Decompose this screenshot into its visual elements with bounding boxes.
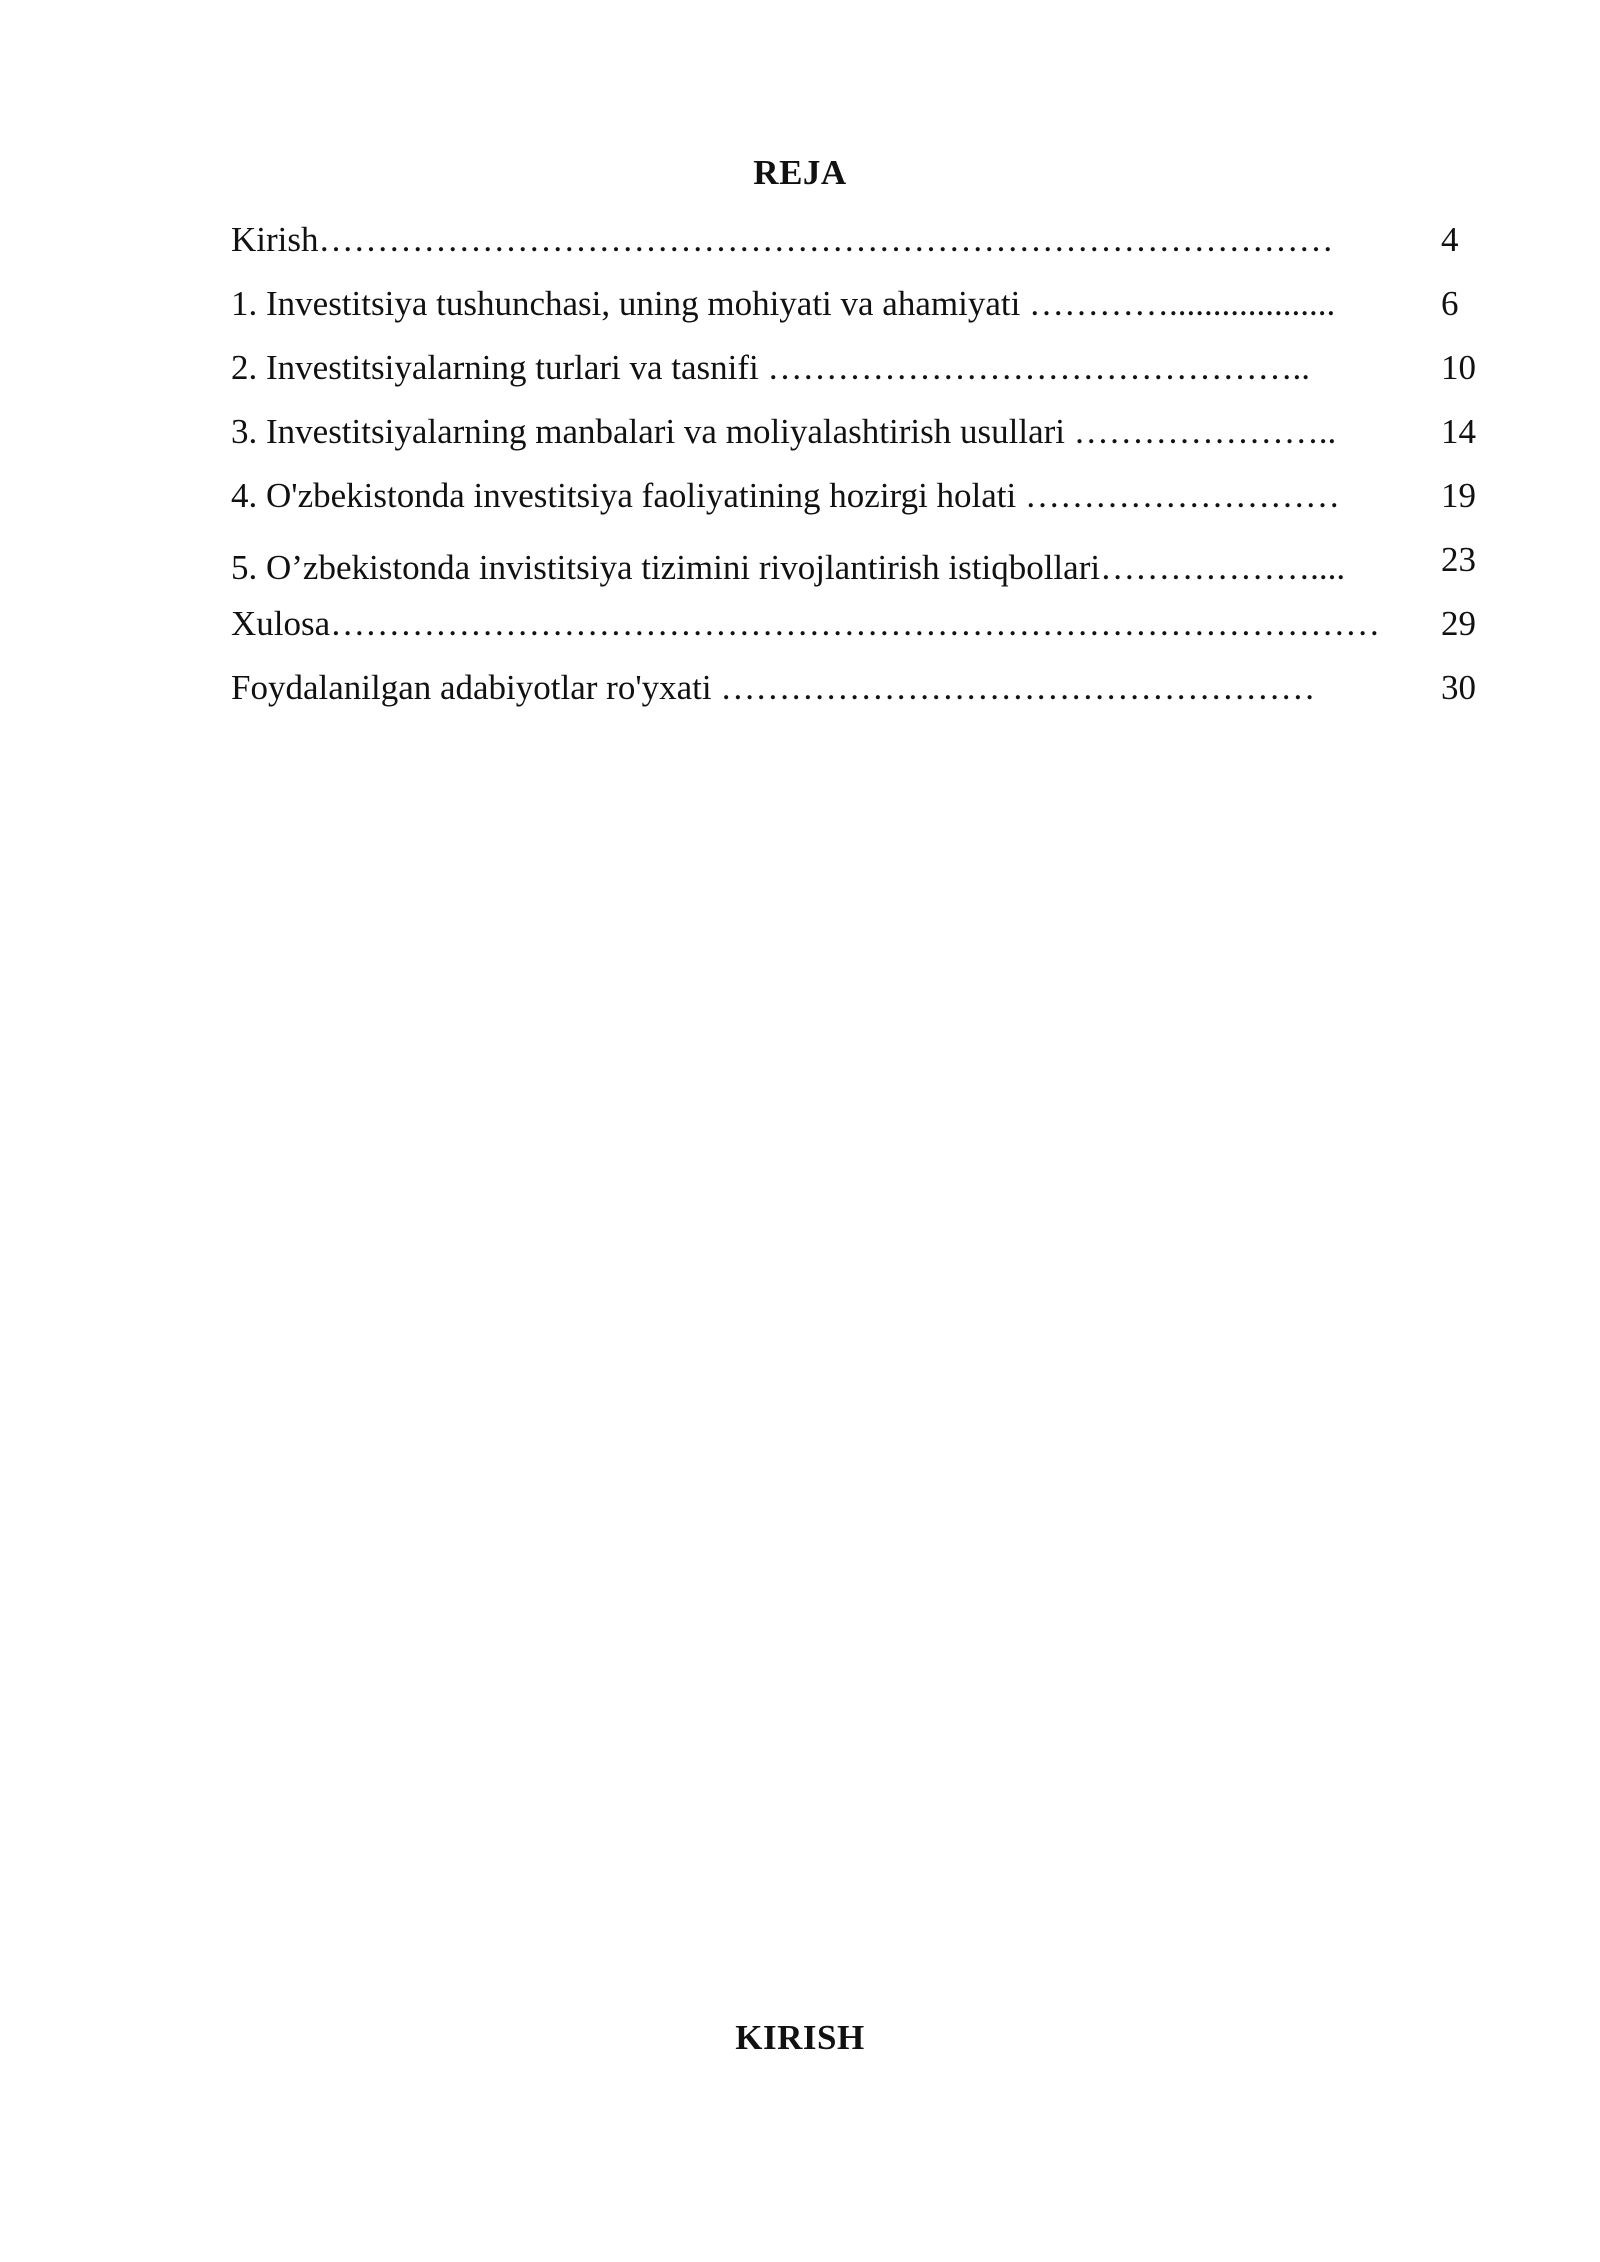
toc-entry-xulosa[interactable] — [231, 599, 1501, 649]
toc-entry-page: 4 — [1441, 220, 1459, 259]
toc-entry-references[interactable] — [231, 663, 1501, 713]
toc-entry-text: 2. Investitsiyalarning turlari va tasnifi ……………………………………….. — [231, 348, 1311, 387]
page-title: REJA — [753, 153, 847, 192]
toc-entry-page: 19 — [1441, 476, 1476, 515]
toc-entry-text: 1. Investitsiya tushunchasi, uning mohiyati va ahamiyati …………................... — [231, 284, 1336, 323]
toc-entry-page: 10 — [1441, 348, 1476, 387]
toc-entry-page: 23 — [1441, 540, 1476, 579]
toc-entry-page: 14 — [1441, 412, 1476, 451]
toc-entry-text: Kirish…………………………………………………………………………… — [231, 220, 1334, 259]
toc-entry-5[interactable] — [231, 540, 1501, 593]
toc-entry-page: 6 — [1441, 284, 1459, 323]
toc-entry-kirish[interactable] — [231, 215, 1501, 265]
section-heading-kirish: KIRISH — [735, 2018, 865, 2057]
toc-entry-page: 29 — [1441, 604, 1476, 643]
toc-entry-page: 30 — [1441, 668, 1476, 707]
toc-entry-text: 5. O’zbekistonda invistitsiya tizimini rivojlantirish istiqbollari……………….... — [231, 548, 1346, 587]
toc-entry-3[interactable] — [231, 407, 1501, 457]
toc-entry-text: 4. O'zbekistonda investitsiya faoliyatining hozirgi holati ……………………… — [231, 476, 1340, 515]
toc-entry-text: 3. Investitsiyalarning manbalari va moliyalashtirish usullari ………………….. — [231, 412, 1337, 451]
toc-entry-text: Xulosa……………………………………………………………………………… — [231, 604, 1381, 643]
toc-entry-4[interactable] — [231, 471, 1501, 521]
toc-entry-1[interactable] — [231, 279, 1501, 329]
toc-entry-text: Foydalanilgan adabiyotlar ro'yxati …………………………………………… — [231, 668, 1316, 707]
toc-entry-2[interactable] — [231, 343, 1501, 393]
